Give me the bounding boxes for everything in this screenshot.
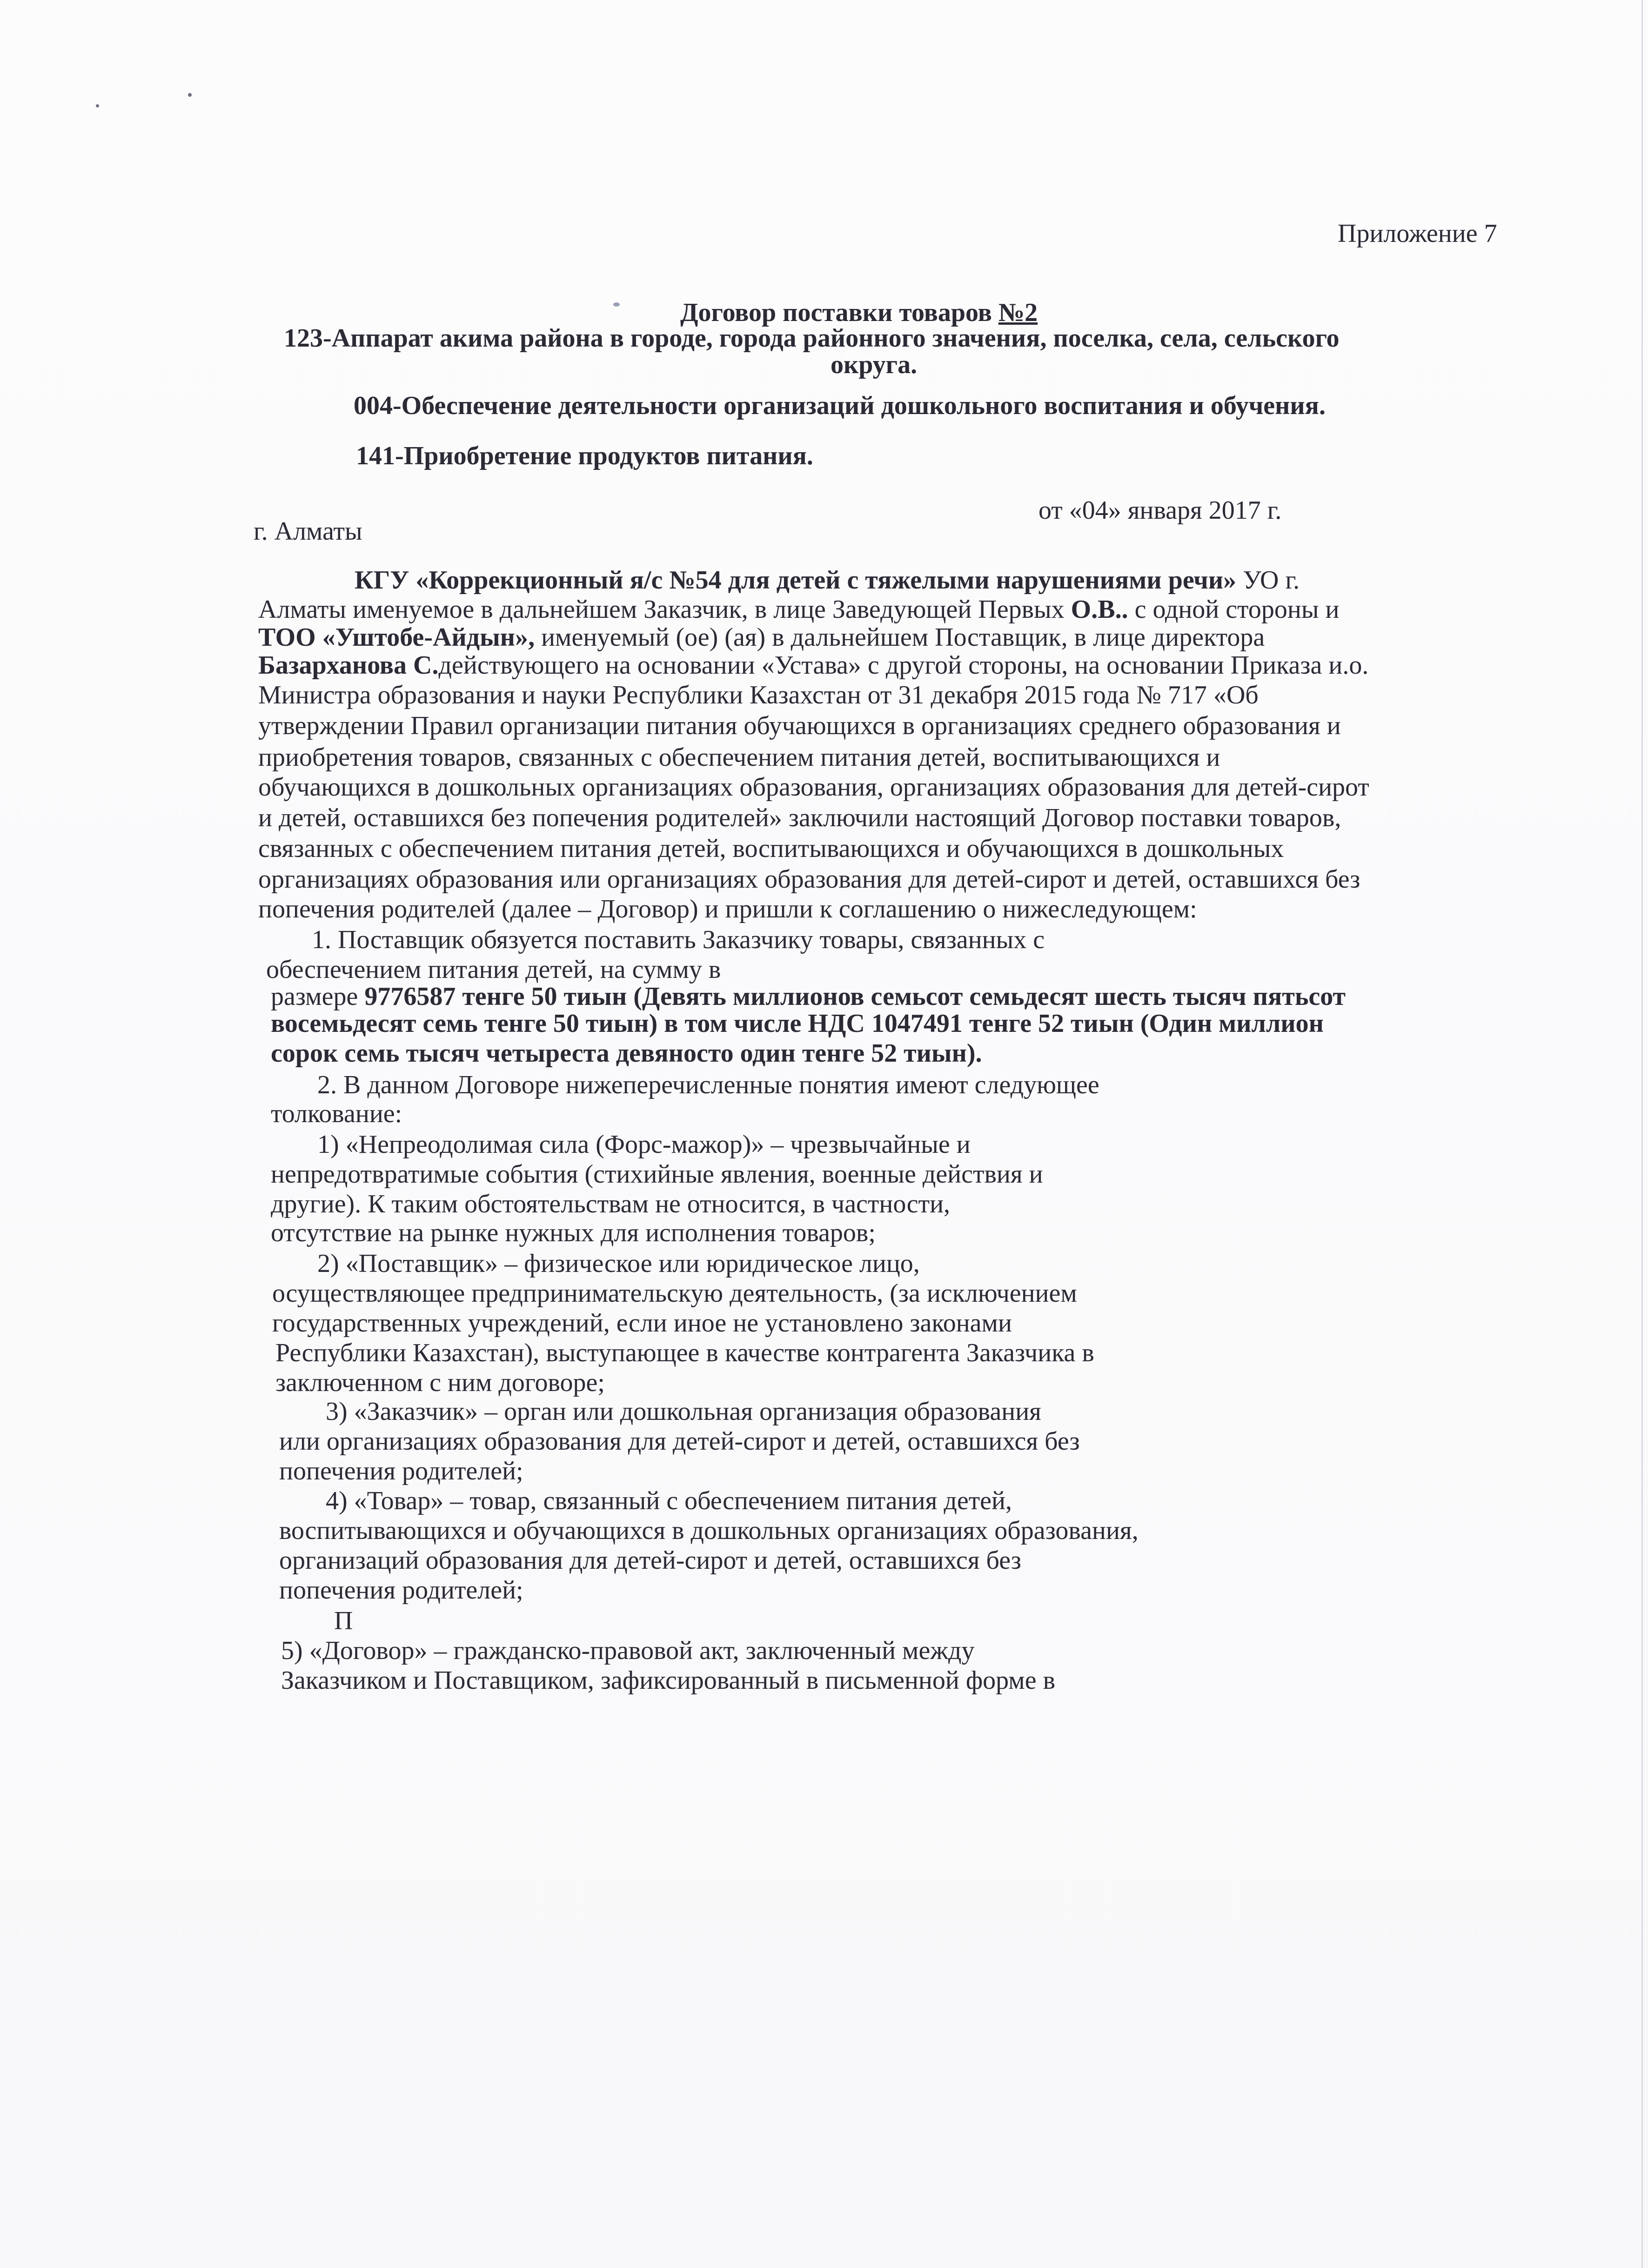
title-line-3: округа.	[831, 350, 918, 379]
definition-line: попечения родителей;	[279, 1576, 523, 1605]
definition-line: отсутствие на рынке нужных для исполнения товаров;	[271, 1218, 876, 1247]
preamble-line: Базарханова С.действующего на основании «Устава» с другой стороны, на основании Приказа и.о.	[258, 651, 1369, 680]
definition-line: 3) «Заказчик» – орган или дошкольная организация образования	[326, 1397, 1041, 1426]
preamble-line: ТОО «Уштобе-Айдын», именуемый (ое) (ая) в дальнейшем Поставщик, в лице директора	[258, 623, 1265, 652]
scan-speck	[188, 93, 192, 97]
preamble-line: приобретения товаров, связанных с обеспечением питания детей, воспитывающихся и	[258, 743, 1220, 772]
clause-2-line: толкование:	[271, 1099, 402, 1128]
preamble-line: Министра образования и науки Республики Казахстан от 31 декабря 2015 года № 717 «Об	[258, 681, 1259, 709]
clause-1-amount: размере 9776587 тенге 50 тиын (Девять миллионов семьсот семьдесят шесть тысяч пятьсот	[271, 982, 1346, 1011]
preamble-line: попечения родителей (далее – Договор) и пришли к соглашению о нижеследующем:	[258, 895, 1197, 923]
title-line-4: 004-Обеспечение деятельности организаций дошкольного воспитания и обучения.	[354, 391, 1326, 420]
definition-line: воспитывающихся и обучающихся в дошкольных организациях образования,	[279, 1516, 1139, 1545]
clause-2-line: 2. В данном Договоре нижеперечисленные понятия имеют следующее	[317, 1070, 1099, 1099]
appendix-label: Приложение 7	[1338, 219, 1497, 248]
definition-line: заключенном с ним договоре;	[275, 1368, 605, 1397]
preamble-line: и детей, оставшихся без попечения родителей» заключили настоящий Договор поставки товаров,	[258, 803, 1341, 832]
preamble-line: связанных с обеспечением питания детей, воспитывающихся и обучающихся в дошкольных	[258, 834, 1284, 863]
definition-line: Заказчиком и Поставщиком, зафиксированный в письменной форме в	[281, 1666, 1056, 1695]
city: г. Алматы	[254, 517, 362, 546]
preamble-line: утверждении Правил организации питания обучающихся в организациях среднего образования и	[258, 711, 1341, 740]
definition-line: осуществляющее предпринимательскую деятельность, (за исключением	[272, 1279, 1077, 1308]
clause-1-line: обеспечением питания детей, на сумму в	[266, 955, 721, 984]
definition-line: организаций образования для детей-сирот и детей, оставшихся без	[279, 1546, 1021, 1575]
definition-line: или организациях образования для детей-сирот и детей, оставшихся без	[279, 1427, 1080, 1456]
clause-1-amount: восемьдесят семь тенге 50 тиын) в том числе НДС 1047491 тенге 52 тиын (Один миллион	[271, 1009, 1324, 1038]
contract-title: Договор поставки товаров №2	[680, 298, 1038, 327]
title-line-2: 123-Аппарат акима района в городе, города районного значения, поселка, села, сельского	[284, 324, 1340, 353]
preamble-line: обучающихся в дошкольных организациях образования, организациях образования для детей-сирот	[258, 773, 1369, 802]
definition-line: попечения родителей;	[279, 1457, 523, 1485]
definition-line: непредотвратимые события (стихийные явления, военные действия и	[271, 1160, 1043, 1189]
definition-line: 5) «Договор» – гражданско-правовой акт, заключенный между	[281, 1636, 975, 1665]
contract-number: №2	[998, 298, 1038, 327]
title-line-5: 141-Приобретение продуктов питания.	[356, 442, 813, 470]
preamble-line: КГУ «Коррекционный я/с №54 для детей с тяжелыми нарушениями речи» УО г.	[355, 566, 1300, 595]
preamble-line: Алматы именуемое в дальнейшем Заказчик, в лице Заведующей Первых О.В.. с одной стороны и	[258, 595, 1340, 624]
definition-line: Республики Казахстан), выступающее в качестве контрагента Заказчика в	[275, 1338, 1094, 1367]
definition-line: 2) «Поставщик» – физическое или юридическое лицо,	[317, 1249, 920, 1278]
definition-line: государственных учреждений, если иное не установлено законами	[272, 1309, 1012, 1338]
clause-1-line: 1. Поставщик обязуется поставить Заказчику товары, связанных с	[312, 925, 1045, 954]
definition-line: другие). К таким обстоятельствам не относится, в частности,	[271, 1190, 951, 1218]
definition-line: 1) «Непреодолимая сила (Форс-мажор)» – чрезвычайные и	[317, 1130, 971, 1159]
scan-speck	[613, 302, 620, 307]
definition-line: 4) «Товар» – товар, связанный с обеспечением питания детей,	[326, 1486, 1012, 1515]
preamble-line: организациях образования или организациях образования для детей-сирот и детей, оставшихся без	[258, 865, 1360, 894]
scan-speck	[96, 104, 99, 107]
contract-date: от «04» января 2017 г.	[1038, 496, 1282, 525]
stray-letter: П	[334, 1606, 353, 1635]
clause-1-amount: сорок семь тысяч четыреста девяносто один тенге 52 тиын).	[271, 1039, 982, 1068]
scan-edge	[1641, 0, 1643, 2268]
